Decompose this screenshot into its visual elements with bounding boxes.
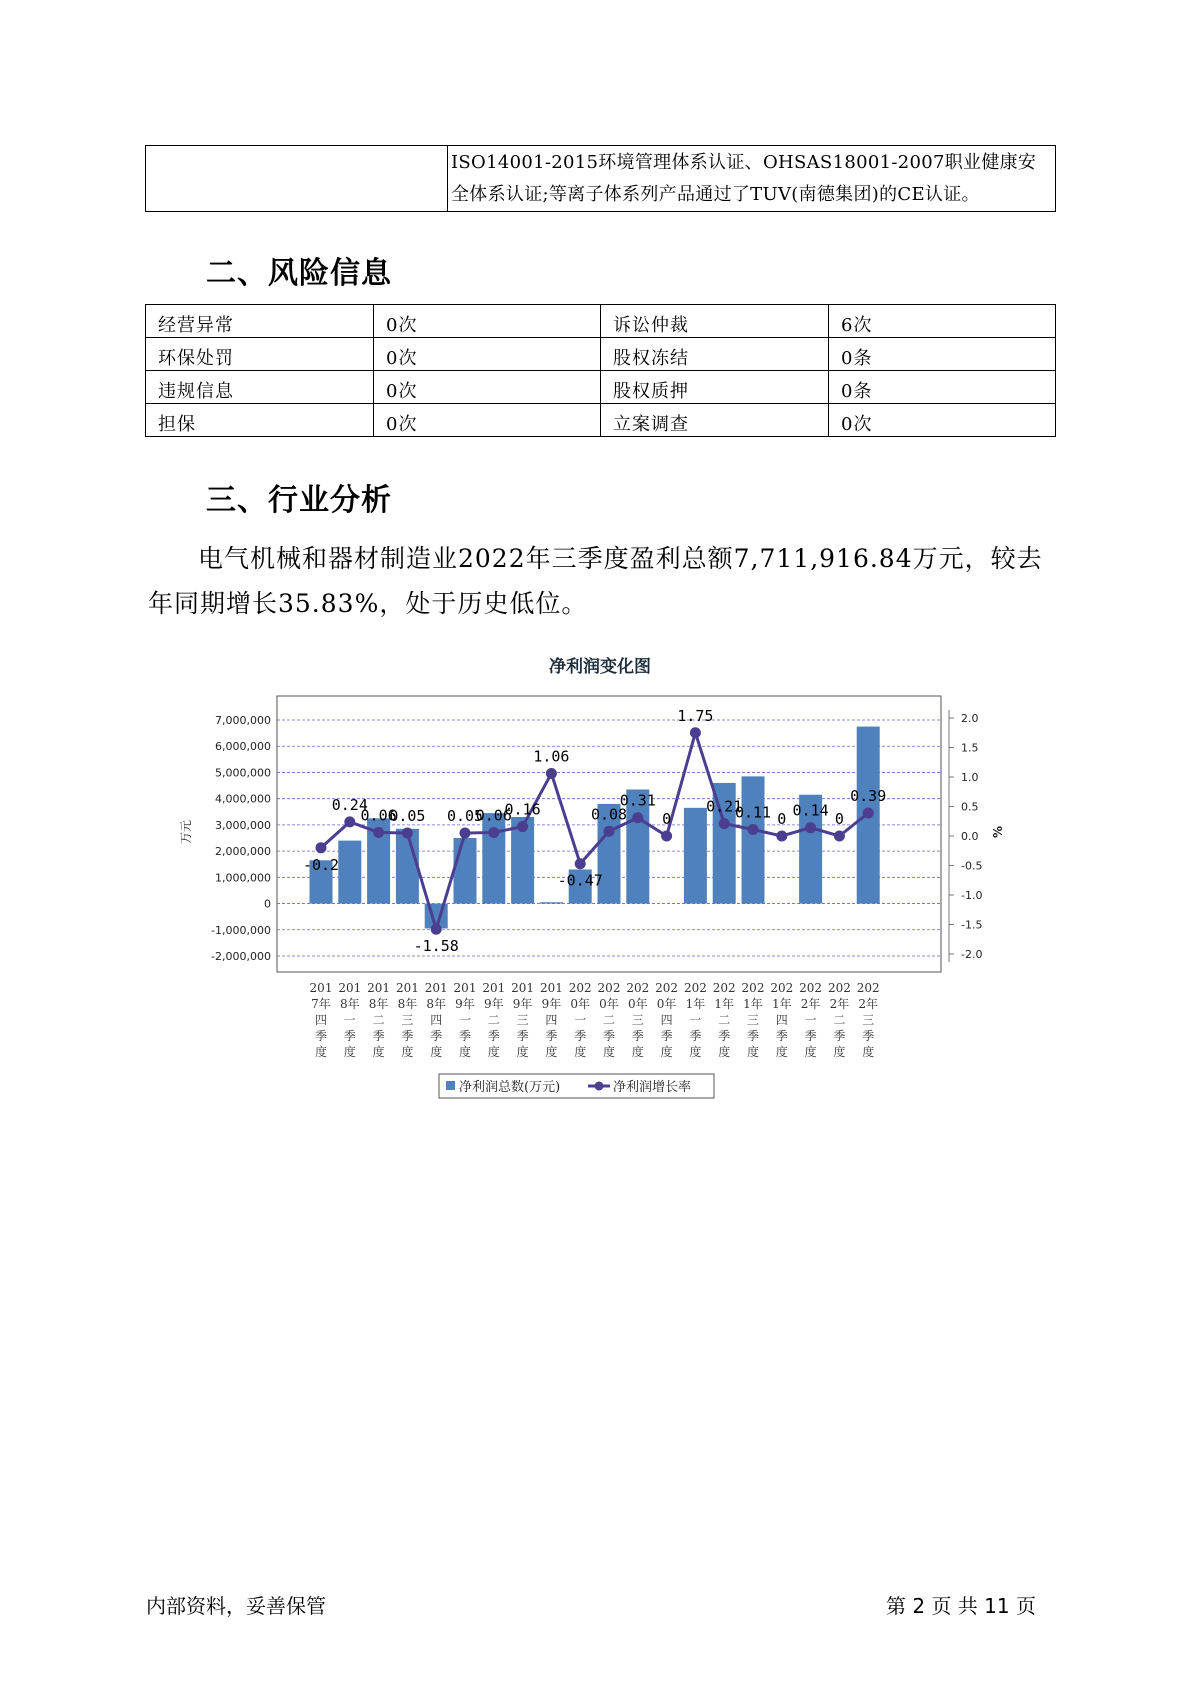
y-tick-label: 5,000,000 [215, 766, 271, 780]
y2-tick-label: 2.0 [961, 712, 979, 725]
x-tick-label: 一 [574, 1013, 587, 1027]
chart-title: 净利润变化图 [549, 657, 651, 677]
x-tick-label: 1年 [743, 997, 763, 1011]
growth-data-label: 0.39 [850, 786, 887, 805]
x-tick-label: 季 [487, 1029, 500, 1043]
growth-point [604, 826, 615, 837]
x-tick-label: 季 [314, 1029, 328, 1043]
x-tick-label: 202 [770, 981, 794, 995]
x-tick-label: 二 [718, 1013, 731, 1027]
y2-tick-label: 1.5 [961, 741, 979, 755]
x-tick-label: 三 [862, 1013, 875, 1027]
x-tick-label: 7年 [311, 997, 331, 1011]
growth-data-label: 0.06 [360, 806, 397, 825]
net-profit-chart [180, 648, 1020, 1108]
x-tick-label: 201 [338, 981, 362, 995]
x-tick-label: 201 [511, 981, 535, 995]
growth-point [661, 831, 672, 842]
growth-point [863, 807, 874, 818]
growth-data-label: 0.05 [446, 807, 484, 826]
chart-svg [180, 648, 1020, 1108]
x-tick-label: 202 [597, 981, 621, 995]
x-tick-label: 1年 [685, 997, 706, 1011]
x-tick-label: 季 [372, 1029, 385, 1043]
risk-value-cell: 0次 [374, 338, 601, 371]
y-tick-label: -1,000,000 [211, 923, 271, 937]
x-tick-label: 季 [458, 1029, 472, 1043]
x-tick-label: 201 [367, 981, 391, 995]
risk-value-cell: 0次 [374, 371, 601, 404]
bar [684, 808, 707, 904]
x-tick-label: 9年 [512, 997, 533, 1011]
risk-row [146, 338, 1056, 371]
x-tick-label: 度 [775, 1045, 788, 1059]
growth-point [460, 828, 471, 839]
risk-label-cell: 股权质押 [601, 371, 829, 404]
risk-label-cell: 立案调查 [601, 404, 829, 437]
y2-tick-label: 1.0 [961, 771, 979, 784]
x-tick-label: 季 [804, 1029, 817, 1043]
y-tick-label: 3,000,000 [215, 818, 271, 832]
y2-tick-label: -2.0 [961, 948, 983, 961]
x-tick-label: 0年 [570, 997, 591, 1011]
x-tick-label: 202 [655, 981, 679, 995]
x-tick-label: 三 [746, 1013, 760, 1027]
x-tick-label: 季 [718, 1029, 731, 1043]
cert-right-cell [448, 146, 1056, 212]
growth-data-label: 0.05 [389, 807, 426, 826]
x-tick-label: 四 [660, 1013, 673, 1027]
x-tick-label: 201 [482, 981, 506, 995]
x-tick-label: 202 [799, 981, 823, 995]
risk-value-cell: 0条 [829, 338, 1056, 371]
legend-bar-label: 净利润总数(万元) [459, 1080, 561, 1095]
bar [454, 838, 477, 904]
x-tick-label: 四 [314, 1013, 328, 1027]
x-tick-label: 度 [833, 1045, 846, 1059]
x-tick-label: 度 [862, 1045, 875, 1059]
y2-tick-label: 0.5 [961, 800, 979, 814]
risk-value-cell: 6次 [829, 305, 1056, 338]
y-tick-label: 0 [264, 897, 271, 911]
y2-tick-label: -1.5 [961, 918, 983, 932]
risk-row [146, 404, 1056, 437]
x-tick-label: 二 [487, 1013, 500, 1027]
growth-point [517, 821, 528, 832]
x-tick-label: 季 [833, 1029, 846, 1043]
x-tick-label: 8年 [397, 997, 418, 1011]
x-tick-label: 202 [827, 981, 851, 995]
x-tick-label: 度 [746, 1045, 760, 1059]
x-tick-label: 202 [568, 981, 592, 995]
x-tick-label: 201 [453, 981, 477, 995]
industry-section-title: 三、行业分析 [206, 483, 392, 518]
x-tick-label: 度 [343, 1045, 356, 1059]
x-tick-label: 202 [626, 981, 650, 995]
risk-section-title: 二、风险信息 [206, 256, 392, 291]
risk-label-cell: 经营异常 [146, 305, 374, 338]
growth-data-label: 0.21 [706, 797, 743, 816]
x-tick-label: 三 [631, 1013, 644, 1027]
growth-data-label: -0.2 [302, 855, 340, 874]
risk-label-cell: 担保 [146, 404, 374, 437]
growth-data-label: 0.31 [619, 791, 656, 810]
x-tick-label: 季 [401, 1029, 414, 1043]
x-tick-label: 季 [862, 1029, 875, 1043]
x-tick-label: 三 [401, 1013, 414, 1027]
risk-label-cell: 诉讼仲裁 [601, 305, 829, 338]
growth-data-label: -0.47 [557, 871, 603, 890]
growth-point [834, 831, 845, 842]
x-tick-label: 1年 [714, 997, 735, 1011]
x-tick-label: 201 [424, 981, 448, 995]
x-tick-label: 8年 [339, 997, 360, 1011]
x-tick-label: 2年 [800, 997, 821, 1011]
risk-table [145, 304, 1056, 437]
growth-data-label: 0.11 [734, 803, 772, 822]
x-tick-label: 度 [574, 1045, 587, 1059]
risk-label-cell: 股权冻结 [601, 338, 829, 371]
cert-left-cell [146, 146, 448, 212]
x-tick-label: 202 [683, 981, 707, 995]
x-tick-label: 2年 [858, 997, 879, 1011]
y-tick-label: -2,000,000 [211, 950, 271, 963]
growth-point [431, 924, 442, 935]
x-tick-label: 季 [775, 1029, 788, 1043]
growth-data-label: 0.16 [504, 800, 541, 819]
x-tick-label: 0年 [627, 997, 648, 1011]
growth-point [748, 824, 759, 835]
growth-point [546, 768, 557, 779]
x-tick-label: 8年 [368, 997, 389, 1011]
growth-data-label: 1.75 [677, 706, 714, 725]
certification-table [145, 145, 1056, 212]
x-tick-label: 季 [631, 1029, 644, 1043]
x-tick-label: 度 [314, 1045, 328, 1059]
x-tick-label: 201 [309, 981, 333, 995]
risk-value-cell: 0次 [829, 404, 1056, 437]
x-tick-label: 季 [689, 1029, 702, 1043]
x-tick-label: 季 [516, 1029, 529, 1043]
x-tick-label: 1年 [771, 997, 792, 1011]
growth-data-label: 1.06 [533, 747, 570, 766]
risk-value-cell: 0次 [374, 404, 601, 437]
x-tick-label: 二 [372, 1013, 385, 1027]
industry-paragraph: 电气机械和器材制造业2022年三季度盈利总额7,711,916.84万元，较去年同期增长35.83%，处于历史低位。 [148, 544, 1043, 618]
growth-data-label: 0.24 [331, 795, 368, 814]
growth-point [373, 827, 384, 838]
x-tick-label: 度 [602, 1045, 616, 1059]
risk-row [146, 305, 1056, 338]
x-tick-label: 202 [856, 981, 880, 995]
bar [396, 829, 419, 904]
legend-bar-swatch [446, 1081, 455, 1090]
x-tick-label: 季 [746, 1029, 760, 1043]
x-tick-label: 度 [631, 1045, 644, 1059]
growth-point [776, 831, 787, 842]
x-tick-label: 9年 [541, 997, 562, 1011]
y-axis-label: 万元 [180, 819, 193, 845]
footer-page-number: 第 2 页 共 11 页 [886, 1594, 1036, 1618]
x-tick-label: 季 [430, 1029, 443, 1043]
x-tick-label: 季 [602, 1029, 616, 1043]
bar [540, 902, 563, 903]
legend-line-marker [595, 1082, 604, 1091]
x-tick-label: 季 [574, 1029, 587, 1043]
risk-row [146, 371, 1056, 404]
x-tick-label: 0年 [656, 997, 677, 1011]
x-tick-label: 一 [343, 1013, 356, 1027]
growth-data-label: 0.08 [590, 805, 628, 824]
x-tick-label: 度 [718, 1045, 731, 1059]
growth-data-label: 0 [834, 810, 844, 828]
cert-text: ISO14001-2015环境管理体系认证、OHSAS18001-2007职业健康安全体系认证;等离子体系列产品通过了TUV(南德集团)的CE认证。 [451, 152, 1037, 205]
growth-data-label: 0.14 [792, 801, 829, 820]
x-tick-label: 二 [833, 1013, 846, 1027]
x-tick-label: 202 [741, 981, 765, 995]
bar [338, 841, 361, 904]
x-tick-label: 9年 [483, 997, 504, 1011]
x-tick-label: 度 [545, 1045, 558, 1059]
x-tick-label: 8年 [426, 997, 447, 1011]
risk-value-cell: 0条 [829, 371, 1056, 404]
x-tick-label: 季 [545, 1029, 558, 1043]
x-tick-label: 四 [545, 1013, 558, 1027]
y-tick-label: 7,000,000 [215, 714, 271, 727]
growth-point [344, 816, 355, 827]
x-tick-label: 2年 [829, 997, 850, 1011]
growth-data-label: 0 [777, 810, 787, 828]
x-tick-label: 一 [804, 1013, 817, 1027]
x-tick-label: 二 [602, 1013, 616, 1027]
y2-tick-label: -0.5 [961, 859, 983, 873]
x-tick-label: 9年 [455, 997, 475, 1011]
risk-label-cell: 违规信息 [146, 371, 374, 404]
bar [482, 813, 505, 903]
growth-data-label: -1.58 [413, 937, 459, 956]
x-tick-label: 三 [516, 1013, 529, 1027]
growth-point [719, 818, 730, 829]
x-tick-label: 度 [458, 1045, 472, 1059]
y-tick-label: 1,000,000 [215, 871, 271, 885]
x-tick-label: 度 [487, 1045, 500, 1059]
y-tick-label: 2,000,000 [215, 845, 271, 859]
x-tick-label: 201 [539, 981, 563, 995]
x-tick-label: 度 [401, 1045, 414, 1059]
x-tick-label: 202 [712, 981, 736, 995]
x-tick-label: 一 [458, 1013, 472, 1027]
footer-confidential: 内部资料，妥善保管 [146, 1594, 326, 1618]
growth-data-label: 0.06 [475, 806, 512, 825]
x-tick-label: 度 [372, 1045, 385, 1059]
x-tick-label: 度 [430, 1045, 443, 1059]
x-tick-label: 四 [775, 1013, 788, 1027]
y-tick-label: 6,000,000 [215, 740, 271, 754]
x-tick-label: 0年 [599, 997, 619, 1011]
growth-point [488, 827, 499, 838]
x-tick-label: 一 [689, 1013, 702, 1027]
y2-tick-label: 0.0 [961, 830, 979, 843]
growth-point [402, 828, 413, 839]
growth-point [632, 812, 643, 823]
risk-label-cell: 环保处罚 [146, 338, 374, 371]
x-tick-label: 度 [516, 1045, 529, 1059]
x-tick-label: 季 [343, 1029, 356, 1043]
x-tick-label: 度 [660, 1045, 673, 1059]
x-tick-label: 四 [430, 1013, 443, 1027]
y-tick-label: 4,000,000 [215, 792, 271, 806]
growth-data-label: 0 [662, 810, 672, 828]
x-tick-label: 度 [689, 1045, 702, 1059]
x-tick-label: 201 [395, 981, 419, 995]
y2-tick-label: -1.0 [961, 889, 983, 902]
bar [742, 776, 765, 903]
risk-value-cell: 0次 [374, 305, 601, 338]
growth-point [805, 822, 816, 833]
x-tick-label: 季 [660, 1029, 673, 1043]
growth-point [316, 842, 327, 853]
legend-line-label: 净利润增长率 [613, 1080, 692, 1095]
y2-axis-label: % [991, 825, 1005, 839]
growth-point [575, 858, 586, 869]
growth-point [690, 727, 701, 738]
x-tick-label: 度 [804, 1045, 817, 1059]
